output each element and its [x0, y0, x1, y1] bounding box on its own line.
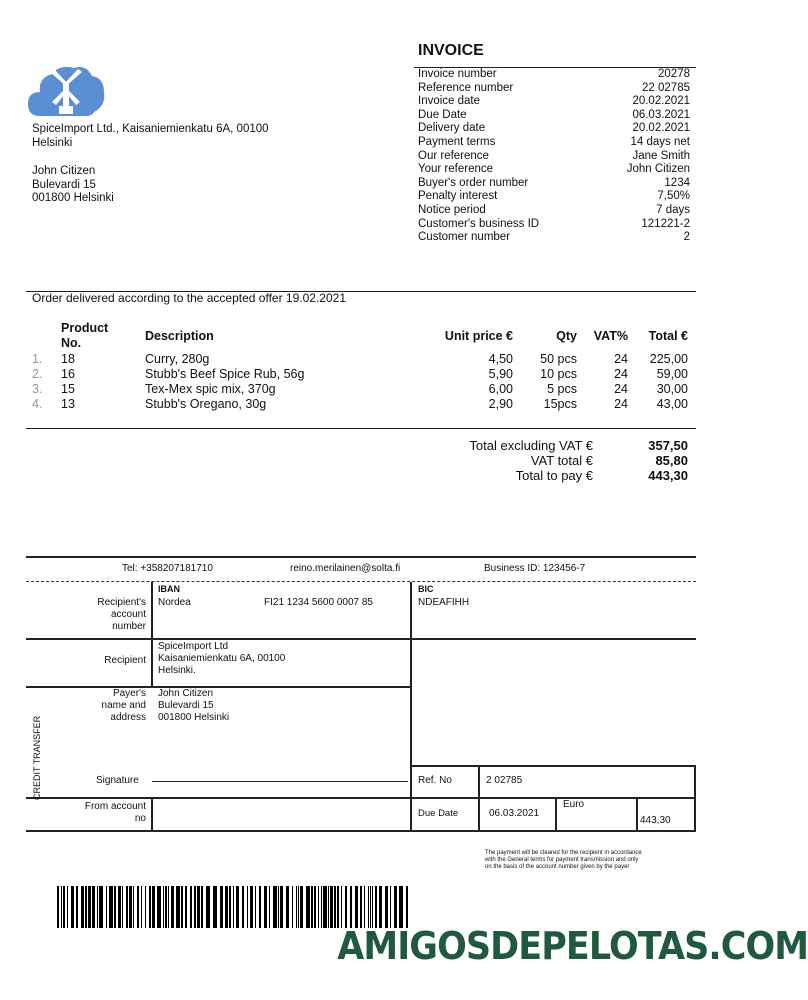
barcode-bar [67, 886, 68, 928]
item-n: 2. [32, 367, 43, 381]
label-line: number [112, 621, 146, 632]
buyer-name: John Citizen [32, 165, 96, 177]
recipient-line: Kaisaniemienkatu 6A, 00100 [158, 653, 286, 664]
barcode-bar [88, 886, 91, 928]
meta-label: Notice period [418, 203, 486, 216]
barcode-bar [206, 886, 210, 928]
barcode-bar [71, 886, 74, 928]
invoice-meta-row [418, 231, 690, 245]
label-line: address [110, 712, 146, 723]
barcode-bar [165, 886, 167, 928]
barcode-bar [213, 886, 217, 928]
item-qty: 5 pcs [547, 382, 577, 396]
item-product: 18 [61, 352, 75, 366]
item-n: 3. [32, 382, 43, 396]
item-vat: 24 [614, 352, 628, 366]
barcode-bar [372, 886, 373, 928]
item-total: 30,00 [656, 382, 688, 396]
payer-line: Bulevardi 15 [158, 700, 214, 711]
meta-label: Customer's business ID [418, 217, 540, 230]
watermark: AMIGOSDEPELOTAS.COM [337, 924, 808, 968]
business-id: Business ID: 123456-7 [484, 563, 586, 574]
barcode-bar [118, 886, 121, 928]
item-row [0, 382, 720, 397]
invoice-meta-row [418, 109, 690, 123]
total-header: Total € [648, 329, 688, 343]
barcode-bar [57, 886, 59, 928]
barcode-bar [370, 886, 371, 928]
invoice-meta-row [418, 136, 690, 150]
meta-value: 121221-2 [641, 217, 690, 230]
label-line: Payer's [112, 688, 146, 699]
meta-value: 22 02785 [642, 81, 690, 94]
barcode-bar [334, 886, 336, 928]
total-label: Total to pay € [515, 468, 593, 483]
meta-value: 20278 [658, 68, 690, 80]
barcode-bar [149, 886, 151, 928]
invoice-meta-row [418, 150, 690, 164]
barcode-bar [63, 886, 65, 928]
meta-value: 2 [683, 231, 690, 244]
item-n: 1. [32, 352, 43, 366]
payer-line: 001800 Helsinki [158, 712, 230, 723]
barcode-bar [364, 886, 365, 928]
item-total: 43,00 [656, 397, 688, 411]
total-row [380, 438, 688, 453]
barcode-bar [194, 886, 196, 928]
iban-value: FI21 1234 5600 0007 85 [264, 597, 373, 608]
credit-transfer-label: CREDIT TRANSFER [32, 715, 42, 800]
meta-value: 20.02.2021 [632, 95, 690, 108]
item-description: Tex-Mex spic mix, 370g [145, 382, 276, 396]
barcode-bar [306, 886, 310, 928]
invoice-meta-row [418, 68, 690, 82]
total-row [380, 468, 688, 483]
barcode-bar [345, 886, 347, 928]
buyer-address [32, 165, 114, 206]
barcode-bar [85, 886, 87, 928]
item-description: Curry, 280g [145, 352, 210, 366]
order-note: Order delivered according to the accepted offer 19.02.2021 [32, 291, 346, 305]
seller-line-1: SpiceImport Ltd., Kaisaniemienkatu 6A, 00100 [32, 123, 269, 135]
barcode-bar [328, 886, 329, 928]
ref-no-value: 2 02785 [486, 775, 523, 786]
barcode-bar [323, 886, 327, 928]
barcode-bar [269, 886, 270, 928]
barcode-bar [152, 886, 155, 928]
meta-label: Our reference [418, 149, 489, 162]
meta-label: Buyer's order number [418, 176, 529, 189]
barcode-bar [406, 886, 408, 928]
meta-value: 1234 [664, 176, 690, 189]
meta-value: 20.02.2021 [632, 122, 690, 135]
barcode-bar [197, 886, 200, 928]
barcode-bar [280, 886, 283, 928]
barcode-bar [157, 886, 161, 928]
barcode-bar [109, 886, 113, 928]
item-unit-price: 4,50 [488, 352, 513, 366]
barcode-bar [314, 886, 316, 928]
barcode-bar [225, 886, 228, 928]
meta-value: 7 days [656, 203, 690, 216]
totals-block [380, 438, 688, 483]
label-line: Recipient's [97, 597, 146, 608]
barcode-bar [296, 886, 297, 928]
meta-value: Jane Smith [632, 149, 690, 162]
barcode-bar [171, 886, 174, 928]
item-total: 225,00 [649, 352, 688, 366]
payer-address [158, 688, 229, 724]
meta-label: Invoice number [418, 68, 497, 80]
euro-label: Euro [563, 799, 585, 810]
label-line: name and [101, 700, 146, 711]
buyer-street: Bulevardi 15 [32, 178, 96, 191]
barcode-bar [220, 886, 223, 928]
unit-price-header: Unit price € [444, 329, 513, 343]
item-total: 59,00 [656, 367, 688, 381]
email: reino.merilainen@solta.fi [290, 563, 401, 574]
label-line: account [110, 609, 146, 620]
due-date-value: 06.03.2021 [489, 808, 540, 819]
label-line: no [134, 813, 146, 824]
barcode-bar [201, 886, 203, 928]
item-row [0, 397, 720, 412]
recipient-account-label [40, 597, 146, 633]
barcode-bar [355, 886, 358, 928]
barcode-bar [76, 886, 78, 928]
meta-value: John Citizen [626, 163, 690, 176]
recipient-line: SpiceImport Ltd [158, 641, 229, 652]
barcode-bar [368, 886, 369, 928]
amount-value: 443,30 [640, 815, 671, 826]
invoice-meta-row [418, 95, 690, 109]
barcode-bar [92, 886, 95, 928]
product-header-line2: No. [61, 336, 82, 350]
barcode-bar [247, 886, 248, 928]
barcode-bar [141, 886, 142, 928]
barcode-bar [321, 886, 322, 928]
barcode-bar [255, 886, 256, 928]
barcode-bar [181, 886, 183, 928]
item-qty: 10 pcs [540, 367, 577, 381]
item-unit-price: 2,90 [488, 397, 513, 411]
bank-name: Nordea [158, 597, 191, 608]
invoice-meta-row [418, 190, 690, 204]
barcode-bar [341, 886, 342, 928]
meta-label: Payment terms [418, 135, 496, 148]
barcode-bar [81, 886, 84, 928]
invoice-meta-row [418, 122, 690, 136]
meta-label: Delivery date [418, 122, 486, 135]
barcode-bar [264, 886, 267, 928]
iban-label: IBAN [158, 584, 180, 594]
seller-line-2: Helsinki [32, 136, 73, 149]
qty-header: Qty [556, 329, 577, 343]
fine-line: with the General terms for payment transmission and only [485, 857, 639, 863]
due-date-label: Due Date [418, 808, 459, 819]
barcode-bar [379, 886, 382, 928]
barcode-bar [129, 886, 132, 928]
bic-value: NDEAFIHH [418, 597, 470, 608]
barcode-bar [318, 886, 319, 928]
barcode-bar [385, 886, 388, 928]
barcode-bar [133, 886, 134, 928]
item-n: 4. [32, 397, 43, 411]
total-row [380, 453, 688, 468]
meta-value: 7,50% [657, 190, 690, 203]
product-header-line1: Product [61, 321, 109, 335]
meta-label: Customer number [418, 231, 511, 244]
fine-line: The payment will be cleared for the recipient in accordance [485, 850, 642, 856]
barcode-bar [399, 886, 403, 928]
barcode-bar [236, 886, 239, 928]
bic-label: BIC [418, 584, 434, 594]
barcode-bar [97, 886, 98, 928]
meta-value: 06.03.2021 [632, 108, 690, 121]
item-description: Stubb's Oregano, 30g [145, 397, 267, 411]
item-vat: 24 [614, 367, 628, 381]
meta-label: Reference number [418, 81, 514, 94]
meta-label: Your reference [418, 163, 494, 176]
barcode-bar [286, 886, 289, 928]
invoice-meta-row [418, 177, 690, 191]
ref-no-label: Ref. No [418, 775, 452, 786]
total-value: 85,80 [655, 453, 688, 468]
barcode-bar [330, 886, 333, 928]
barcode-bar [292, 886, 293, 928]
label-line: From account [84, 801, 146, 812]
barcode-bar [185, 886, 187, 928]
item-qty: 15pcs [543, 397, 577, 411]
invoice-meta-row [418, 82, 690, 96]
barcode-bar [300, 886, 303, 928]
barcode-bar [337, 886, 339, 928]
payer-label [40, 688, 146, 724]
barcode-bar [375, 886, 377, 928]
fine-print [485, 850, 642, 871]
item-row [0, 352, 720, 367]
signature-line[interactable] [152, 781, 408, 782]
total-label: VAT total € [530, 453, 593, 468]
barcode-bar [350, 886, 352, 928]
item-product: 15 [61, 382, 75, 396]
invoice-meta-row [418, 163, 690, 177]
item-product: 13 [61, 397, 75, 411]
barcode-bar [242, 886, 244, 928]
barcode [57, 886, 413, 928]
item-unit-price: 6,00 [488, 382, 513, 396]
meta-label: Due Date [418, 108, 467, 121]
item-unit-price: 5,90 [488, 367, 513, 381]
barcode-bar [190, 886, 192, 928]
barcode-bar [168, 886, 169, 928]
barcode-bar [250, 886, 253, 928]
barcode-bar [394, 886, 397, 928]
item-vat: 24 [614, 382, 628, 396]
from-account-label [40, 801, 146, 825]
fine-line: on the basis of the account number given by the payer [485, 864, 630, 870]
tel: Tel: +358207181710 [122, 563, 213, 574]
barcode-bar [311, 886, 313, 928]
barcode-bar [259, 886, 261, 928]
item-description: Stubb's Beef Spice Rub, 56g [145, 367, 305, 381]
invoice-meta-row [418, 218, 690, 232]
items-list [0, 352, 720, 412]
recipient-address [158, 641, 285, 677]
vat-header: VAT% [593, 329, 628, 343]
meta-label: Invoice date [418, 95, 481, 108]
barcode-bar [99, 886, 103, 928]
invoice-title: INVOICE [418, 42, 484, 59]
barcode-bar [106, 886, 107, 928]
barcode-bar [229, 886, 231, 928]
total-value: 357,50 [648, 438, 688, 453]
payer-line: John Citizen [158, 688, 214, 699]
total-label: Total excluding VAT € [469, 438, 593, 453]
barcode-bar [390, 886, 391, 928]
meta-label: Penalty interest [418, 190, 498, 203]
barcode-bar [126, 886, 128, 928]
buyer-city: 001800 Helsinki [32, 192, 114, 204]
item-product: 16 [61, 367, 75, 381]
barcode-bar [61, 886, 62, 928]
total-value: 443,30 [648, 468, 688, 483]
signature-label: Signature [96, 775, 139, 786]
seller-address [32, 123, 269, 150]
invoice-meta-row [418, 204, 690, 218]
barcode-bar [163, 886, 164, 928]
barcode-bar [122, 886, 123, 928]
recipient-label: Recipient [104, 655, 146, 666]
meta-value: 14 days net [630, 135, 690, 148]
item-vat: 24 [614, 397, 628, 411]
recipient-line: Helsinki. [158, 665, 196, 676]
barcode-bar [273, 886, 277, 928]
company-logo [26, 60, 106, 120]
barcode-bar [360, 886, 362, 928]
barcode-bar [176, 886, 180, 928]
invoice-details [418, 68, 690, 245]
barcode-bar [114, 886, 116, 928]
barcode-bar [298, 886, 299, 928]
item-qty: 50 pcs [540, 352, 577, 366]
barcode-bar [233, 886, 234, 928]
barcode-bar [137, 886, 139, 928]
barcode-bar [278, 886, 279, 928]
barcode-bar [145, 886, 146, 928]
item-row [0, 367, 720, 382]
product-no-header [61, 321, 108, 351]
description-header: Description [145, 329, 214, 343]
